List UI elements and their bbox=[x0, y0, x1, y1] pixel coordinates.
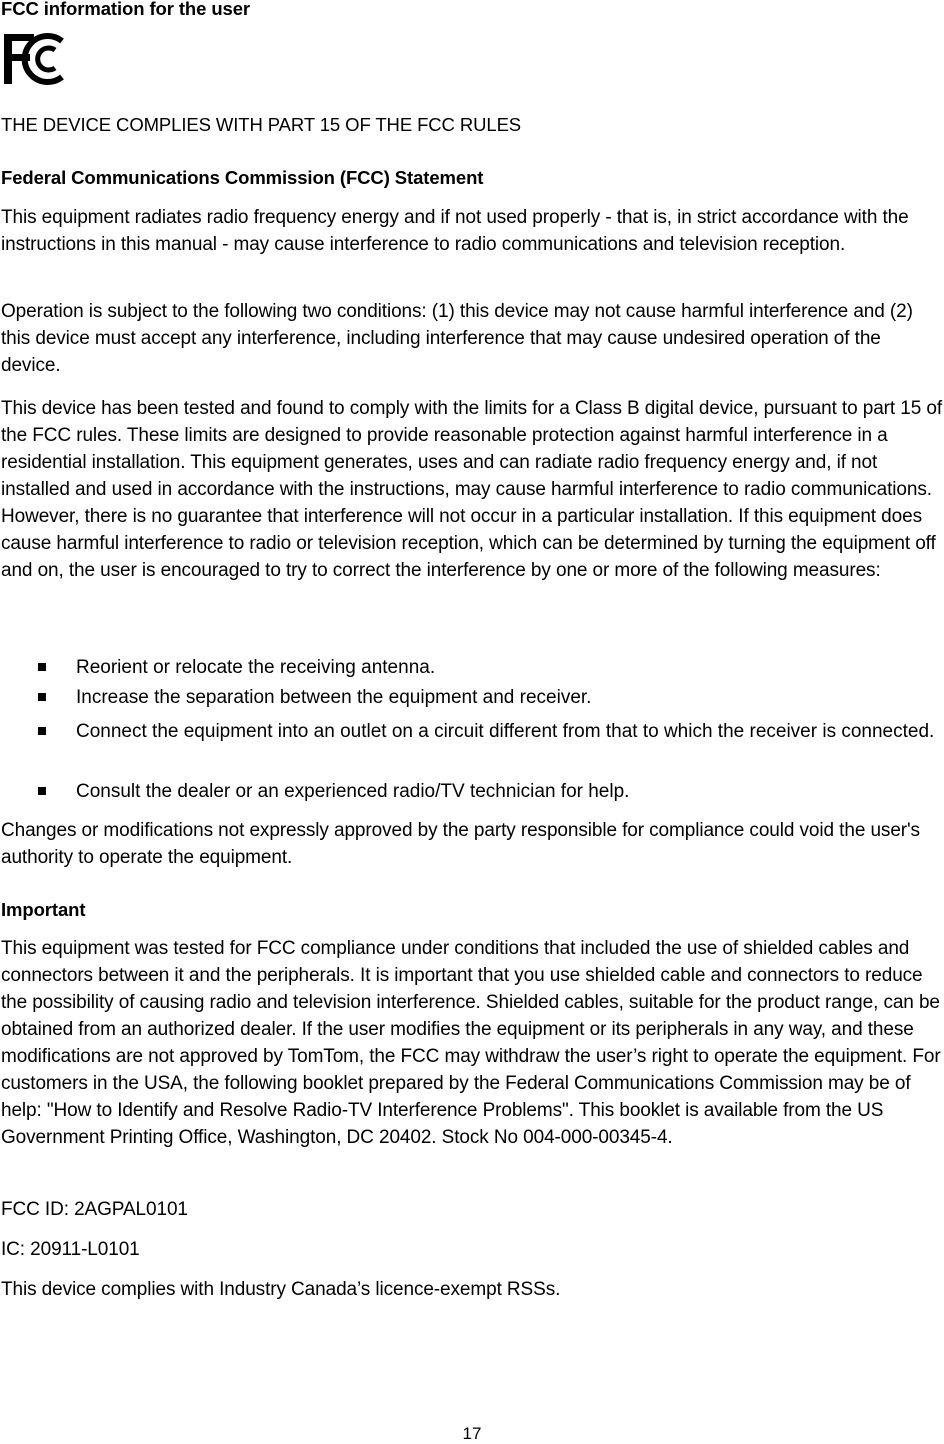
statement-paragraph-2: Operation is subject to the following two conditions: (1) this device may not cause harmful interference and (2) this device must accept any interference, including interference that may cause undesired operation of the device. bbox=[1, 301, 913, 376]
page-number: 17 bbox=[462, 1424, 482, 1443]
square-bullet-icon bbox=[38, 663, 46, 671]
document-page: FCC information for the user THE DEVICE COMPLIES WITH PART 15 OF THE FCC RULES Federal Communications Commission (FCC) Statement This equipment radiates radio frequency energy and if not used properly - that is, in strict accordance with the instructions in this manual - may cause interference to radio communications and television reception. Operation is subject to the following two conditions: (1) this device may not cause harmful interference and (2) this device must accept any interference, including interference that may cause undesired operation of the device. This device has been tested and found to comply with the limits for a Class B digital device, pursuant to part 15 of the FCC rules. These limits are designed to provide reasonable protection against harmful interference in a residential installation. This equipment generates, uses and can radiate radio frequency energy and, if not installed and used in accordance with the instructions, may cause harmful interference to radio communications. However, there is no guarantee that interference will not occur in a particular installation. If this equipment does cause harmful interference to radio or television reception, which can be determined by turning the equipment off and on, the user is encouraged to try to correct the interference by one or more of the following measures: Reorient or relocate the receiving antenna. Increase the separation between the equipment and receiver. Connect the equipment into an outlet on a circuit different from that to which the receiver is connected. Consult the dealer or an experienced radio/TV technician for help. Changes or modifications not expressly approved by the party responsible for compliance could void the user's authority to operate the equipment. Important This equipment was tested for FCC compliance under conditions that included the use of shielded cables and connectors between it and the peripherals. It is important that you use shielded cable and connectors to reduce the possibility of causing radio and television interference. Shielded cables, suitable for the product range, can be obtained from an authorized dealer. If the user modifies the equipment or its peripherals in any way, and these modifications are not approved by TomTom, the FCC may withdraw the user’s right to operate the equipment. For customers in the USA, the following booklet prepared by the Federal Communications Commission may be of help: "How to Identify and Resolve Radio-TV Interference Problems". This booklet is available from the US Government Printing Office, Washington, DC 20402. Stock No 004-000-00345-4. FCC ID: 2AGPAL0101 IC: 20911-L0101 This device complies with Industry Canada’s licence-exempt RSSs. 17 bbox=[0, 0, 944, 1441]
ic-number: IC: 20911-L0101 bbox=[1, 1239, 140, 1260]
fcc-logo bbox=[0, 32, 66, 86]
important-heading: Important bbox=[1, 899, 86, 920]
square-bullet-icon bbox=[38, 693, 46, 701]
square-bullet-icon bbox=[38, 727, 46, 735]
statement-paragraph-3: This device has been tested and found to comply with the limits for a Class B digital device, pursuant to part 15 of the FCC rules. These limits are designed to provide reasonable protection against harmful interference in a residential installation. This equipment generates, uses and can radiate radio frequency energy and, if not installed and used in accordance with the instructions, may cause harmful interference to radio communications. However, there is no guarantee that interference will not occur in a particular installation. If this equipment does cause harmful interference to radio or television reception, which can be determined by turning the equipment off and on, the user is encouraged to try to correct the interference by one or more of the following measures: bbox=[1, 398, 943, 581]
statement-heading: Federal Communications Commission (FCC) Statement bbox=[1, 167, 484, 188]
square-bullet-icon bbox=[38, 787, 46, 795]
compliance-line: THE DEVICE COMPLIES WITH PART 15 OF THE FCC RULES bbox=[1, 114, 522, 135]
section-title: FCC information for the user bbox=[1, 0, 251, 19]
statement-paragraph-1: This equipment radiates radio frequency energy and if not used properly - that is, in strict accordance with the instructions in this manual - may cause interference to radio communications and television reception. bbox=[1, 207, 909, 255]
canada-statement: This device complies with Industry Canada’s licence-exempt RSSs. bbox=[1, 1279, 561, 1300]
statement-closing: Changes or modifications not expressly approved by the party responsible for compliance could void the user's authority to operate the equipment. bbox=[1, 820, 920, 868]
important-paragraph: This equipment was tested for FCC compliance under conditions that included the use of shielded cables and connectors between it and the peripherals. It is important that you use shielded cable and connectors to reduce the possibility of causing radio and television interference. Shielded cables, suitable for the product range, can be obtained from an authorized dealer. If the user modifies the equipment or its peripherals in any way, and these modifications are not approved by TomTom, the FCC may withdraw the user’s right to operate the equipment. For customers in the USA, the following booklet prepared by the Federal Communications Commission may be of help: "How to Identify and Resolve Radio-TV Interference Problems". This booklet is available from the US Government Printing Office, Washington, DC 20402. Stock No 004-000-00345-4. bbox=[1, 938, 941, 1148]
fcc-id: FCC ID: 2AGPAL0101 bbox=[1, 1199, 188, 1220]
